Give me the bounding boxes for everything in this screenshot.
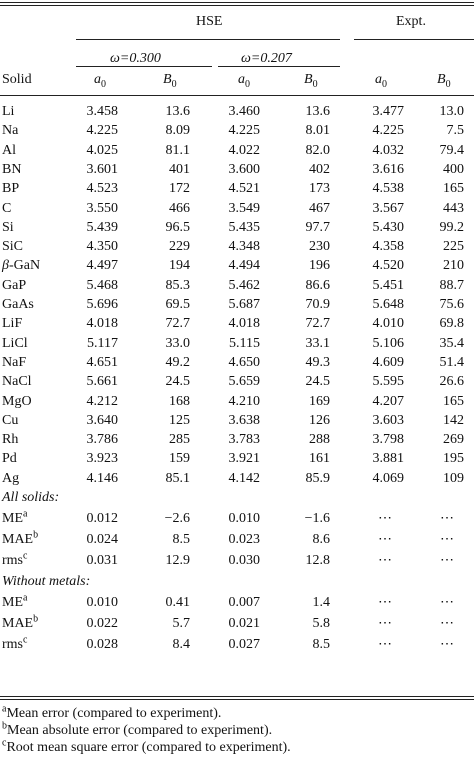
table-row-6-b1: 466 [169, 201, 190, 216]
without-metals-row-3-a1: 0.028 [86, 637, 118, 652]
table-row-7-a2: 5.435 [228, 220, 260, 235]
top-rule-2 [0, 5, 474, 6]
table-row-1-solid: Li [2, 104, 15, 119]
hdr-b0-2: $B_0$ [304, 72, 318, 90]
footnote-b: $^b$Mean absolute error (compared to experiment). [2, 720, 273, 738]
all-solids-row-2-b2: 8.6 [312, 532, 330, 547]
table-row-12-b2: 72.7 [305, 316, 330, 331]
table-row-15-a2: 5.659 [228, 374, 260, 389]
without-metals-row-2-b1: 5.7 [172, 616, 190, 631]
table-row-17-solid: Cu [2, 413, 19, 428]
without-metals-row-3-b3: ⋯ [440, 637, 454, 652]
table-row-20-a1: 4.146 [86, 471, 118, 486]
table-row-11-a1: 5.696 [86, 297, 118, 312]
table-row-14-a2: 4.650 [228, 355, 260, 370]
table-row-15-b3: 26.6 [439, 374, 464, 389]
table-row-11-a2: 5.687 [228, 297, 260, 312]
table-row-14-solid: NaF [2, 355, 27, 370]
table-row-16-a2: 4.210 [228, 394, 260, 409]
table-row-18-b3: 269 [443, 432, 464, 447]
table-row-5-b3: 165 [443, 181, 464, 196]
table-row-2-a1: 4.225 [86, 123, 118, 138]
table-row-1-b2: 13.6 [305, 104, 330, 119]
table-row-6-a2: 3.549 [228, 201, 260, 216]
table-row-17-a1: 3.640 [86, 413, 118, 428]
table-row-12-b3: 69.8 [439, 316, 464, 331]
table-row-3-a1: 4.025 [86, 143, 118, 158]
without-metals-row-2-b2: 5.8 [312, 616, 330, 631]
table-row-7-b1: 96.5 [165, 220, 190, 235]
column-header-solid: Solid [2, 72, 32, 87]
table-row-5-b1: 172 [169, 181, 190, 196]
table-row-20-b2: 85.9 [305, 471, 330, 486]
without-metals-row-2-b3: ⋯ [440, 616, 454, 631]
table-row-12-a1: 4.018 [86, 316, 118, 331]
table-row-5-b2: 173 [309, 181, 330, 196]
table-row-8-b1: 229 [169, 239, 190, 254]
without-metals-row-1-b2: 1.4 [312, 595, 330, 610]
hdr-a0-2: $a_0$ [238, 72, 250, 90]
table-row-2-b3: 7.5 [446, 123, 464, 138]
table-row-10-b1: 85.3 [165, 278, 190, 293]
hdr-a0-3: $a_0$ [375, 72, 387, 90]
table-row-10-a1: 5.468 [86, 278, 118, 293]
bottom-rule-2 [0, 699, 474, 700]
all-solids-row-2-b3: ⋯ [440, 532, 454, 547]
table-row-9-a2: 4.494 [228, 258, 260, 273]
hdr-b0-1: $B_0$ [163, 72, 177, 90]
table-row-2-solid: Na [2, 123, 19, 138]
table-row-15-b2: 24.5 [305, 374, 330, 389]
all-solids-row-2-a1: 0.024 [86, 532, 118, 547]
table-row-17-b2: 126 [309, 413, 330, 428]
table-row-2-a3: 4.225 [372, 123, 404, 138]
table-row-12-solid: LiF [2, 316, 23, 331]
all-solids-row-2-a3: ⋯ [378, 532, 392, 547]
table-row-20-a2: 4.142 [228, 471, 260, 486]
table-row-11-b1: 69.5 [165, 297, 190, 312]
table-row-8-a3: 4.358 [372, 239, 404, 254]
table-row-9-b1: 194 [169, 258, 190, 273]
table-row-9-a3: 4.520 [372, 258, 404, 273]
all-solids-row-3-a1: 0.031 [86, 553, 118, 568]
table-row-6-b3: 443 [443, 201, 464, 216]
table-row-7-b3: 99.2 [439, 220, 464, 235]
table-row-12-a2: 4.018 [228, 316, 260, 331]
omega-header-2: ω=0.207 [241, 51, 292, 66]
table-row-5-a3: 4.538 [372, 181, 404, 196]
all-solids-row-3-a3: ⋯ [378, 553, 392, 568]
table-row-5-a2: 4.521 [228, 181, 260, 196]
all-solids-row-3-label: rms$^c$ [2, 550, 28, 568]
table-row-3-b1: 81.1 [165, 143, 190, 158]
table-row-10-solid: GaP [2, 278, 27, 293]
table-row-7-a1: 5.439 [86, 220, 118, 235]
table-row-18-b1: 285 [169, 432, 190, 447]
table-row-4-b2: 402 [309, 162, 330, 177]
header-bottom-rule [0, 95, 474, 96]
table-row-4-a1: 3.601 [86, 162, 118, 177]
table-row-3-solid: Al [2, 143, 16, 158]
without-metals-row-3-label: rms$^c$ [2, 634, 28, 652]
without-metals-row-1-b3: ⋯ [440, 595, 454, 610]
table-row-16-solid: MgO [2, 394, 32, 409]
table-row-13-b3: 35.4 [439, 336, 464, 351]
table-row-16-a1: 4.212 [86, 394, 118, 409]
table-row-19-a2: 3.921 [228, 451, 260, 466]
table-row-7-b2: 97.7 [305, 220, 330, 235]
all-solids-row-3-b1: 12.9 [165, 553, 190, 568]
table-row-3-b2: 82.0 [305, 143, 330, 158]
hdr-a0-1: $a_0$ [94, 72, 106, 90]
footnote-a: $^a$Mean error (compared to experiment). [2, 703, 222, 721]
all-solids-row-1-a2: 0.010 [228, 511, 260, 526]
table-row-15-a3: 5.595 [372, 374, 404, 389]
table-row-3-b3: 79.4 [439, 143, 464, 158]
table-row-8-a2: 4.348 [228, 239, 260, 254]
table-row-1-a3: 3.477 [372, 104, 404, 119]
group-header-hse: HSE [196, 14, 223, 29]
top-rule-1 [0, 2, 474, 3]
table-row-5-solid: BP [2, 181, 20, 196]
omega-underline-1 [76, 66, 212, 67]
table-row-14-b3: 51.4 [439, 355, 464, 370]
hdr-b0-3: $B_0$ [437, 72, 451, 90]
table-row-13-a3: 5.106 [372, 336, 404, 351]
table-row-1-a2: 3.460 [228, 104, 260, 119]
table-row-18-a1: 3.786 [86, 432, 118, 447]
table-row-16-b1: 168 [169, 394, 190, 409]
all-solids-heading: All solids: [2, 490, 60, 505]
all-solids-row-3-a2: 0.030 [228, 553, 260, 568]
table-row-2-b1: 8.09 [165, 123, 190, 138]
table-row-18-a2: 3.783 [228, 432, 260, 447]
table-row-18-b2: 288 [309, 432, 330, 447]
table-row-11-a3: 5.648 [372, 297, 404, 312]
table-row-6-solid: C [2, 201, 12, 216]
table-row-19-b3: 195 [443, 451, 464, 466]
table-row-1-a1: 3.458 [86, 104, 118, 119]
omega-header-1: ω=0.300 [110, 51, 161, 66]
table-row-16-b2: 169 [309, 394, 330, 409]
all-solids-row-1-b1: −2.6 [164, 511, 190, 526]
table-row-13-solid: LiCl [2, 336, 28, 351]
table-row-8-solid: SiC [2, 239, 24, 254]
without-metals-row-2-a3: ⋯ [378, 616, 392, 631]
without-metals-row-3-a3: ⋯ [378, 637, 392, 652]
all-solids-row-3-b2: 12.8 [305, 553, 330, 568]
table-row-13-a1: 5.117 [87, 336, 118, 351]
without-metals-row-1-label: $ME^a$ [2, 592, 28, 610]
without-metals-heading: Without metals: [2, 574, 91, 589]
group-header-expt: Expt. [396, 14, 426, 29]
table-row-8-a1: 4.350 [86, 239, 118, 254]
table-row-13-b1: 33.0 [165, 336, 190, 351]
all-solids-row-2-a2: 0.023 [228, 532, 260, 547]
table-row-4-solid: BN [2, 162, 22, 177]
without-metals-row-3-a2: 0.027 [228, 637, 260, 652]
table-row-2-a2: 4.225 [228, 123, 260, 138]
table-row-19-a1: 3.923 [86, 451, 118, 466]
table-row-15-solid: NaCl [2, 374, 32, 389]
table-row-7-solid: Si [2, 220, 14, 235]
table-row-9-solid: β-GaN [2, 258, 41, 273]
table-row-19-solid: Pd [2, 451, 17, 466]
all-solids-row-2-label: MAE$^b$ [2, 529, 39, 547]
table-row-20-a3: 4.069 [372, 471, 404, 486]
table-row-8-b2: 230 [309, 239, 330, 254]
table-row-16-b3: 165 [443, 394, 464, 409]
table-row-14-a3: 4.609 [372, 355, 404, 370]
table-row-16-a3: 4.207 [372, 394, 404, 409]
without-metals-row-1-a1: 0.010 [86, 595, 118, 610]
without-metals-row-1-b1: 0.41 [165, 595, 190, 610]
without-metals-row-2-label: MAE$^b$ [2, 613, 39, 631]
table-row-19-a3: 3.881 [372, 451, 404, 466]
table-row-5-a1: 4.523 [86, 181, 118, 196]
table-row-10-b3: 88.7 [439, 278, 464, 293]
table-row-19-b1: 159 [169, 451, 190, 466]
table-row-20-b3: 109 [443, 471, 464, 486]
table-row-3-a3: 4.032 [372, 143, 404, 158]
table-row-17-b3: 142 [443, 413, 464, 428]
table-row-15-b1: 24.5 [165, 374, 190, 389]
table-row-1-b3: 13.0 [439, 104, 464, 119]
table-row-13-a2: 5.115 [229, 336, 260, 351]
expt-underline [354, 39, 474, 40]
without-metals-row-2-a2: 0.021 [228, 616, 260, 631]
table-row-10-a2: 5.462 [228, 278, 260, 293]
without-metals-row-2-a1: 0.022 [86, 616, 118, 631]
table-row-1-b1: 13.6 [165, 104, 190, 119]
all-solids-row-1-a3: ⋯ [378, 511, 392, 526]
without-metals-row-1-a3: ⋯ [378, 595, 392, 610]
all-solids-row-1-a1: 0.012 [86, 511, 118, 526]
table-row-2-b2: 8.01 [305, 123, 330, 138]
table-row-10-b2: 86.6 [305, 278, 330, 293]
table-row-14-b1: 49.2 [165, 355, 190, 370]
table-row-7-a3: 5.430 [372, 220, 404, 235]
table-row-20-solid: Ag [2, 471, 20, 486]
all-solids-row-1-b2: −1.6 [304, 511, 330, 526]
table-row-6-a3: 3.567 [372, 201, 404, 216]
table-row-4-b3: 400 [443, 162, 464, 177]
table-row-20-b1: 85.1 [165, 471, 190, 486]
table-row-17-a2: 3.638 [228, 413, 260, 428]
without-metals-row-3-b1: 8.4 [172, 637, 190, 652]
without-metals-row-1-a2: 0.007 [228, 595, 260, 610]
table-row-4-a2: 3.600 [228, 162, 260, 177]
table-row-18-solid: Rh [2, 432, 19, 447]
table-row-17-a3: 3.603 [372, 413, 404, 428]
hse-underline [76, 39, 340, 40]
table-row-3-a2: 4.022 [228, 143, 260, 158]
all-solids-row-3-b3: ⋯ [440, 553, 454, 568]
footnote-c: $^c$Root mean square error (compared to experiment). [2, 737, 291, 755]
bottom-rule-1 [0, 696, 474, 697]
table-row-4-b1: 401 [169, 162, 190, 177]
table-row-6-a1: 3.550 [86, 201, 118, 216]
table-row-11-b2: 70.9 [305, 297, 330, 312]
without-metals-row-3-b2: 8.5 [312, 637, 330, 652]
table-row-6-b2: 467 [309, 201, 330, 216]
table-row-14-b2: 49.3 [305, 355, 330, 370]
table-row-19-b2: 161 [309, 451, 330, 466]
all-solids-row-1-label: $ME^a$ [2, 508, 28, 526]
table-row-18-a3: 3.798 [372, 432, 404, 447]
table-row-11-b3: 75.6 [439, 297, 464, 312]
table-row-12-a3: 4.010 [372, 316, 404, 331]
all-solids-row-2-b1: 8.5 [172, 532, 190, 547]
all-solids-row-1-b3: ⋯ [440, 511, 454, 526]
table-row-9-b2: 196 [309, 258, 330, 273]
table-row-17-b1: 125 [169, 413, 190, 428]
table-row-9-a1: 4.497 [86, 258, 118, 273]
table-row-10-a3: 5.451 [372, 278, 404, 293]
table-row-8-b3: 225 [443, 239, 464, 254]
table-row-12-b1: 72.7 [165, 316, 190, 331]
table-row-11-solid: GaAs [2, 297, 34, 312]
table-row-14-a1: 4.651 [86, 355, 118, 370]
table-row-4-a3: 3.616 [372, 162, 404, 177]
omega-underline-2 [218, 66, 340, 67]
table-row-13-b2: 33.1 [305, 336, 330, 351]
table-row-15-a1: 5.661 [86, 374, 118, 389]
table-row-9-b3: 210 [443, 258, 464, 273]
